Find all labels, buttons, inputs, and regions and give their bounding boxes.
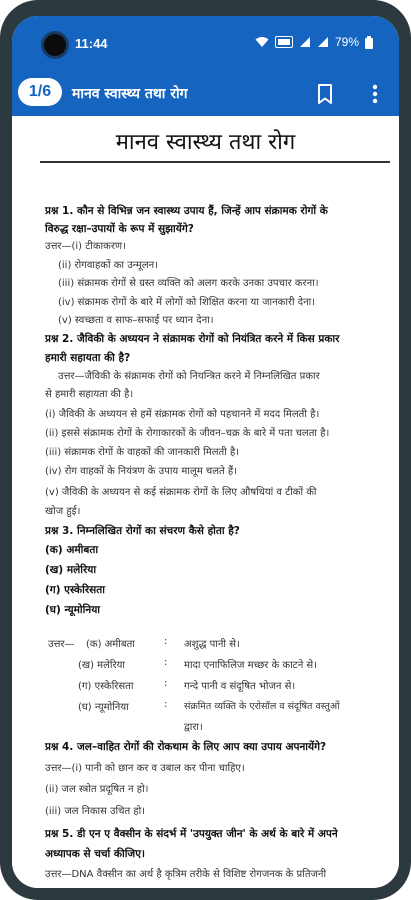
bookmark-icon[interactable] [312, 81, 338, 107]
status-bar [12, 16, 399, 72]
answer-value: अशुद्ध पानी से। [184, 639, 240, 650]
answer-value: गन्दे पानी व संदूषित भोजन से। [184, 681, 296, 692]
question-line: प्रश्न 2. जैविकी के अध्ययन ने संक्रामक रोगों को नियंत्रित करने में किस प्रकार [45, 333, 340, 345]
answer-value: मादा एनाफिलिज मच्छर के काटने से। [184, 660, 317, 671]
answer-line: उत्तर—जैविकी के संक्रामक रोगों को नियन्त्रित करने में निम्नलिखित प्रकार [58, 371, 320, 382]
answer-line: खोज हुई। [45, 506, 81, 517]
answer-line: (iv) संक्रामक रोगों के बारे में लोगों को शिक्षित करना या जानकारी देना। [58, 297, 316, 308]
answer-line: (v) स्वच्छता व साफ–सफाई पर ध्यान देना। [58, 315, 214, 326]
answer-sep: : [164, 699, 168, 710]
question-line: प्रश्न 4. जल–वाहित रोगों की रोकथाम के लिए आप क्या उपाय अपनायेंगे? [45, 741, 327, 753]
answer-line: उत्तर—DNA वैक्सीन का अर्थ है कृत्रिम तरीके से विशिष्ट रोगजनक के प्रतिजनी [45, 869, 327, 880]
answer-sep: : [164, 636, 168, 647]
answer-key: (ग) एस्केरिसता [78, 681, 134, 692]
option-line: (क) अमीबता [45, 544, 99, 556]
option-line: (घ) न्यूमोनिया [45, 604, 101, 616]
page-indicator[interactable]: 1/6 [18, 78, 62, 106]
answer-value-continued: द्वारा। [184, 722, 203, 733]
answer-line: (ii) रोगवाहकों का उन्मूलन। [58, 260, 158, 271]
signal-icon [299, 36, 311, 48]
battery-icon [365, 36, 373, 49]
answer-label: उत्तर— [48, 639, 75, 650]
question-line: अध्यापक से चर्चा कीजिए। [45, 848, 146, 860]
question-line: प्रश्न 5. डी एन ए वैक्सीन के संदर्भ में 'उपयुक्त जीन' के अर्थ के बारे में अपने [45, 828, 338, 840]
volte-icon [275, 36, 293, 48]
screen [12, 16, 399, 888]
answer-key: (ख) मलेरिया [78, 660, 125, 671]
answer-sep: : [164, 657, 168, 668]
answer-line: (v) जैविकी के अध्ययन से कई संक्रामक रोगों के लिए औषधियां व टीकों की [45, 487, 317, 498]
answer-line: (iii) संक्रामक रोगों से ग्रस्त व्यक्ति को अलग करके उनका उपचार करना। [58, 278, 319, 289]
question-line: प्रश्न 3. निम्नलिखित रोगों का संचरण कैसे होता है? [45, 525, 240, 537]
answer-line: (ii) जल स्त्रोत प्रदूषित न हो। [45, 784, 149, 795]
answer-key: (घ) न्यूमोनिया [78, 702, 129, 713]
status-time: 11:44 [75, 36, 108, 51]
app-bar [12, 72, 399, 116]
question-line: प्रश्न 1. कौन से विभिन्न जन स्वास्थ्य उपाय हैं, जिन्हें आप संक्रामक रोगों के [45, 205, 328, 217]
document-title: मानव स्वास्थ्य तथा रोग [115, 130, 296, 155]
wifi-icon [255, 36, 269, 48]
more-options-icon[interactable] [362, 81, 388, 107]
status-icons [255, 35, 373, 49]
answer-sep: : [164, 678, 168, 689]
answer-line: (iii) संक्रामक रोगों के वाहकों की जानकारी मिलती है। [45, 447, 240, 458]
answer-line: (iv) रोग वाहकों के नियंत्रण के उपाय मालूम चलते हैं। [45, 466, 238, 477]
title-underline [40, 161, 390, 163]
battery-percent: 79% [334, 35, 359, 49]
question-line: विरुद्ध रक्षा–उपायों के रूप में सुझायेंगे? [45, 223, 194, 235]
answer-line: उत्तर—(i) टीकाकरण। [45, 241, 126, 252]
document-page [12, 116, 399, 888]
question-line: हमारी सहायता की है? [45, 352, 131, 364]
front-camera [44, 34, 66, 56]
app-title: मानव स्वास्थ्य तथा रोग [72, 86, 188, 102]
answer-line: (iii) जल निकास उचित हो। [45, 806, 146, 817]
answer-line: उत्तर—(i) पानी को छान कर व उबाल कर पीना चाहिए। [45, 763, 245, 774]
answer-line: (ii) इससे संक्रामक रोगों के रोगाकारकों के जीवन–चक्र के बारे में पता चलता है। [45, 428, 330, 439]
answer-key: (क) अमीबता [86, 639, 135, 650]
answer-value: संक्रमित व्यक्ति के एरोसॉल व संदूषित वस्तुओं [184, 701, 340, 712]
option-line: (ख) मलेरिया [45, 564, 97, 576]
option-line: (ग) एस्केरिसता [45, 584, 105, 596]
signal-icon [317, 36, 329, 48]
answer-line: (i) जैविकी के अध्ययन से हमें संक्रामक रोगों को पहचानने में मदद मिलती है। [45, 409, 320, 420]
answer-line: से हमारी सहायता की है। [45, 389, 134, 400]
